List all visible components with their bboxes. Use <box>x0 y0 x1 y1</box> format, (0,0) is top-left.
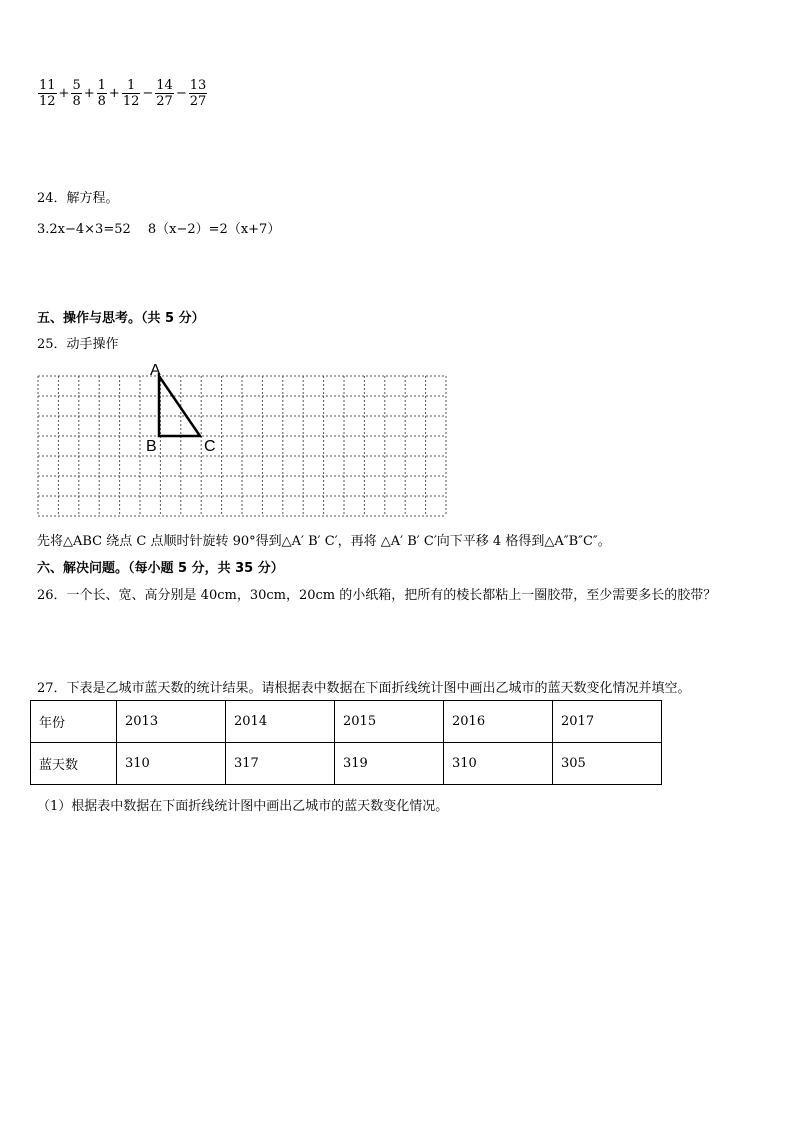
fraction-1 <box>38 78 57 109</box>
q27-sub1: （1）根据表中数据在下面折线统计图中画出乙城市的蓝天数变化情况。 <box>37 799 449 814</box>
fraction-3 <box>97 78 107 109</box>
table-row <box>31 743 662 785</box>
table-cell: 2014 <box>226 701 335 743</box>
triangle-abc <box>159 376 200 436</box>
denominator: 8 <box>97 94 106 109</box>
operator: + <box>83 86 95 101</box>
fraction-4 <box>122 78 141 109</box>
table-cell: 310 <box>117 743 226 785</box>
table-header-cell: 蓝天数 <box>31 743 117 785</box>
table-cell: 310 <box>444 743 553 785</box>
numerator: 1 <box>97 78 106 93</box>
fraction-expression <box>37 78 208 109</box>
q27-text: 27．下表是乙城市蓝天数的统计结果。请根据表中数据在下面折线统计图中画出乙城市的蓝天数变化情况并填空。 <box>37 681 691 696</box>
q25-title: 25．动手操作 <box>37 337 119 352</box>
blue-sky-days-table <box>30 700 662 785</box>
label-a: A <box>150 362 161 379</box>
table-cell: 2013 <box>117 701 226 743</box>
fraction-2 <box>71 78 81 109</box>
table-header-cell: 年份 <box>31 701 117 743</box>
table-row <box>31 701 662 743</box>
table-cell: 2015 <box>335 701 444 743</box>
dotted-grid-diagram <box>36 360 452 525</box>
section5-heading: 五、操作与思考。（共 5 分） <box>37 311 205 326</box>
table-cell: 305 <box>553 743 662 785</box>
section6-heading: 六、解决问题。（每小题 5 分，共 35 分） <box>37 561 284 576</box>
operator: + <box>58 86 70 101</box>
denominator: 8 <box>72 94 81 109</box>
denominator: 12 <box>122 94 140 109</box>
q25-instruction: 先将△ABC 绕点 C 点顺时针旋转 90°得到△A′ B′ C′，再将 △A′ B′ C′向下平移 4 格得到△A″B″C″。 <box>37 534 611 549</box>
table-cell: 2017 <box>553 701 662 743</box>
fraction-6 <box>189 78 208 109</box>
numerator: 1 <box>126 78 136 93</box>
q26-text: 26．一个长、宽、高分别是 40cm，30cm，20cm 的小纸箱，把所有的棱长都粘上一圈胶带，至少需要多长的胶带？ <box>37 588 717 603</box>
table-cell: 319 <box>335 743 444 785</box>
denominator: 27 <box>156 94 173 109</box>
operator: − <box>175 86 187 101</box>
label-b: B <box>146 438 157 455</box>
numerator: 13 <box>189 78 207 93</box>
numerator: 5 <box>72 78 81 93</box>
label-c: C <box>204 438 216 455</box>
fraction-5 <box>155 78 174 109</box>
q24-title: 24．解方程。 <box>37 191 119 206</box>
table-cell: 2016 <box>444 701 553 743</box>
numerator: 14 <box>156 78 173 93</box>
operator: − <box>142 86 154 101</box>
q24-equations: 3.2x−4×3=52 8（x−2）=2（x+7） <box>37 222 281 237</box>
denominator: 27 <box>189 94 207 109</box>
numerator: 11 <box>39 78 56 93</box>
operator: + <box>108 86 120 101</box>
denominator: 12 <box>39 94 56 109</box>
table-cell: 317 <box>226 743 335 785</box>
